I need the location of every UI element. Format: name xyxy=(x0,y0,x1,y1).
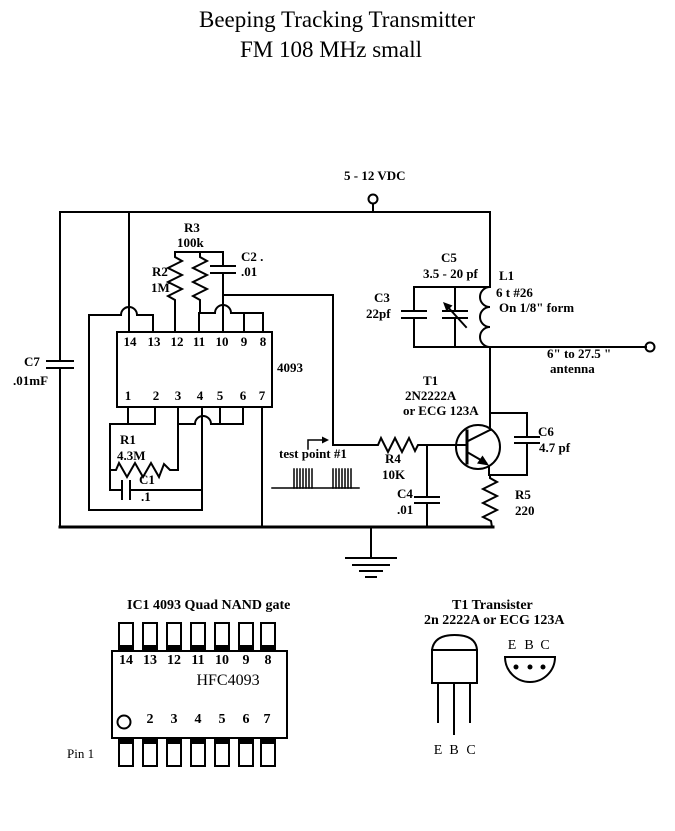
ground-symbol xyxy=(346,527,396,577)
ic-label: 4093 xyxy=(277,360,303,375)
ic-pin-4: 4 xyxy=(196,388,204,403)
resistor-r2-symbol xyxy=(168,252,182,332)
c3-value: 22pf xyxy=(366,306,391,321)
r1-name: R1 xyxy=(120,432,136,447)
c1-name: C1 xyxy=(139,472,155,487)
c7-value: .01mF xyxy=(13,373,49,388)
transistor-pinout-subtitle: 2n 2222A or ECG 123A xyxy=(424,613,565,628)
dip-pin-10: 10 xyxy=(215,653,229,668)
page-subtitle: FM 108 MHz small xyxy=(239,37,423,62)
ic-pin-7: 7 xyxy=(258,388,266,403)
capacitor-c6-symbol xyxy=(489,413,539,475)
t1-alt: or ECG 123A xyxy=(403,403,479,418)
ic-pin-8: 8 xyxy=(259,334,267,349)
test-point-label: test point #1 xyxy=(279,446,347,461)
antenna-length-label: 6" to 27.5 " xyxy=(547,346,612,361)
power-label: 5 - 12 VDC xyxy=(344,168,406,183)
r5-name: R5 xyxy=(515,487,531,502)
c4-name: C4 xyxy=(397,486,413,501)
resistor-r5-symbol xyxy=(483,475,497,527)
antenna-label: antenna xyxy=(550,361,595,376)
pin1-label: Pin 1 xyxy=(67,746,95,761)
dip-pin-2: 2 xyxy=(146,712,154,727)
transistor-pinout-title: T1 Transister xyxy=(452,598,533,613)
ic-pin-13: 13 xyxy=(147,334,161,349)
r5-value: 220 xyxy=(515,503,535,518)
tank-circuit xyxy=(402,287,490,347)
dip-pin-12: 12 xyxy=(167,653,181,668)
capacitor-c4-symbol xyxy=(415,445,439,527)
dip-pin-4: 4 xyxy=(194,712,202,727)
variable-capacitor-c5-symbol xyxy=(443,287,467,347)
dip-pin-11: 11 xyxy=(191,653,205,668)
ic-pin-6: 6 xyxy=(239,388,247,403)
to92-front-view xyxy=(432,635,477,734)
r4-name: R4 xyxy=(385,451,401,466)
dip-pin-14: 14 xyxy=(119,653,133,668)
r2-name: R2 xyxy=(152,264,168,279)
chip-part-number: HFC4093 xyxy=(196,672,260,689)
c6-name: C6 xyxy=(538,424,554,439)
dip-pin-6: 6 xyxy=(242,712,250,727)
to92-front-leg-c: C xyxy=(466,743,476,758)
page-title: Beeping Tracking Transmitter xyxy=(198,7,476,32)
r3-name: R3 xyxy=(184,220,200,235)
capacitor-c3-symbol xyxy=(402,287,426,347)
ic-pin-2: 2 xyxy=(152,388,160,403)
c5-name: C5 xyxy=(441,250,457,265)
t1-name: T1 xyxy=(423,373,439,388)
pulse-waveform xyxy=(272,469,359,488)
resistor-r3-symbol xyxy=(193,252,207,313)
ic-pin-12: 12 xyxy=(170,334,184,349)
dip-pin-9: 9 xyxy=(242,653,250,668)
capacitor-c7-symbol xyxy=(47,361,73,368)
power-terminal xyxy=(369,195,378,204)
r1-value: 4.3M xyxy=(117,448,146,463)
dip14-package-drawing xyxy=(112,623,287,766)
ic-pin-14: 14 xyxy=(123,334,137,349)
pin1-indicator-circle xyxy=(118,716,131,729)
ic-pin-1: 1 xyxy=(124,388,132,403)
ic-pin-5: 5 xyxy=(216,388,224,403)
c5-value: 3.5 - 20 pf xyxy=(423,266,478,281)
dip-pin-5: 5 xyxy=(218,712,226,727)
r2-value: 1M xyxy=(151,280,170,295)
c2-value: .01 xyxy=(241,264,258,279)
dip-pin-13: 13 xyxy=(143,653,157,668)
to92-bottom-leg-e: E xyxy=(507,638,517,653)
c4-value: .01 xyxy=(397,502,414,517)
c3-name: C3 xyxy=(374,290,390,305)
capacitor-c1-symbol xyxy=(110,481,202,499)
t1-part: 2N2222A xyxy=(405,388,457,403)
resistor-r4-symbol xyxy=(373,438,420,452)
l1-turns: 6 t #26 xyxy=(496,285,533,300)
c1-value: .1 xyxy=(141,489,151,504)
ic-pin-10: 10 xyxy=(215,334,229,349)
c2-name: C2 . xyxy=(241,249,264,264)
to92-bottom-view xyxy=(505,657,555,682)
r4-value: 10K xyxy=(382,467,406,482)
dip-pin-8: 8 xyxy=(264,653,272,668)
c7-name: C7 xyxy=(24,354,40,369)
l1-form: On 1/8" form xyxy=(499,300,575,315)
dip-pin-7: 7 xyxy=(263,712,271,727)
to92-bottom-leg-b: B xyxy=(524,638,534,653)
inductor-l1-symbol xyxy=(480,287,490,347)
to92-bottom-leg-c: C xyxy=(540,638,550,653)
to92-front-leg-b: B xyxy=(449,743,459,758)
ic-pin-11: 11 xyxy=(192,334,206,349)
capacitor-c2-symbol xyxy=(211,252,235,332)
r3-value: 100k xyxy=(177,235,204,250)
transistor-t1-symbol xyxy=(456,425,500,475)
to92-front-leg-e: E xyxy=(433,743,443,758)
c6-value: 4.7 pf xyxy=(539,440,571,455)
ic-pin-3: 3 xyxy=(174,388,182,403)
ic-pinout-title: IC1 4093 Quad NAND gate xyxy=(127,598,291,613)
l1-name: L1 xyxy=(499,268,515,283)
dip-pin-3: 3 xyxy=(170,712,178,727)
ic-pin-9: 9 xyxy=(240,334,248,349)
